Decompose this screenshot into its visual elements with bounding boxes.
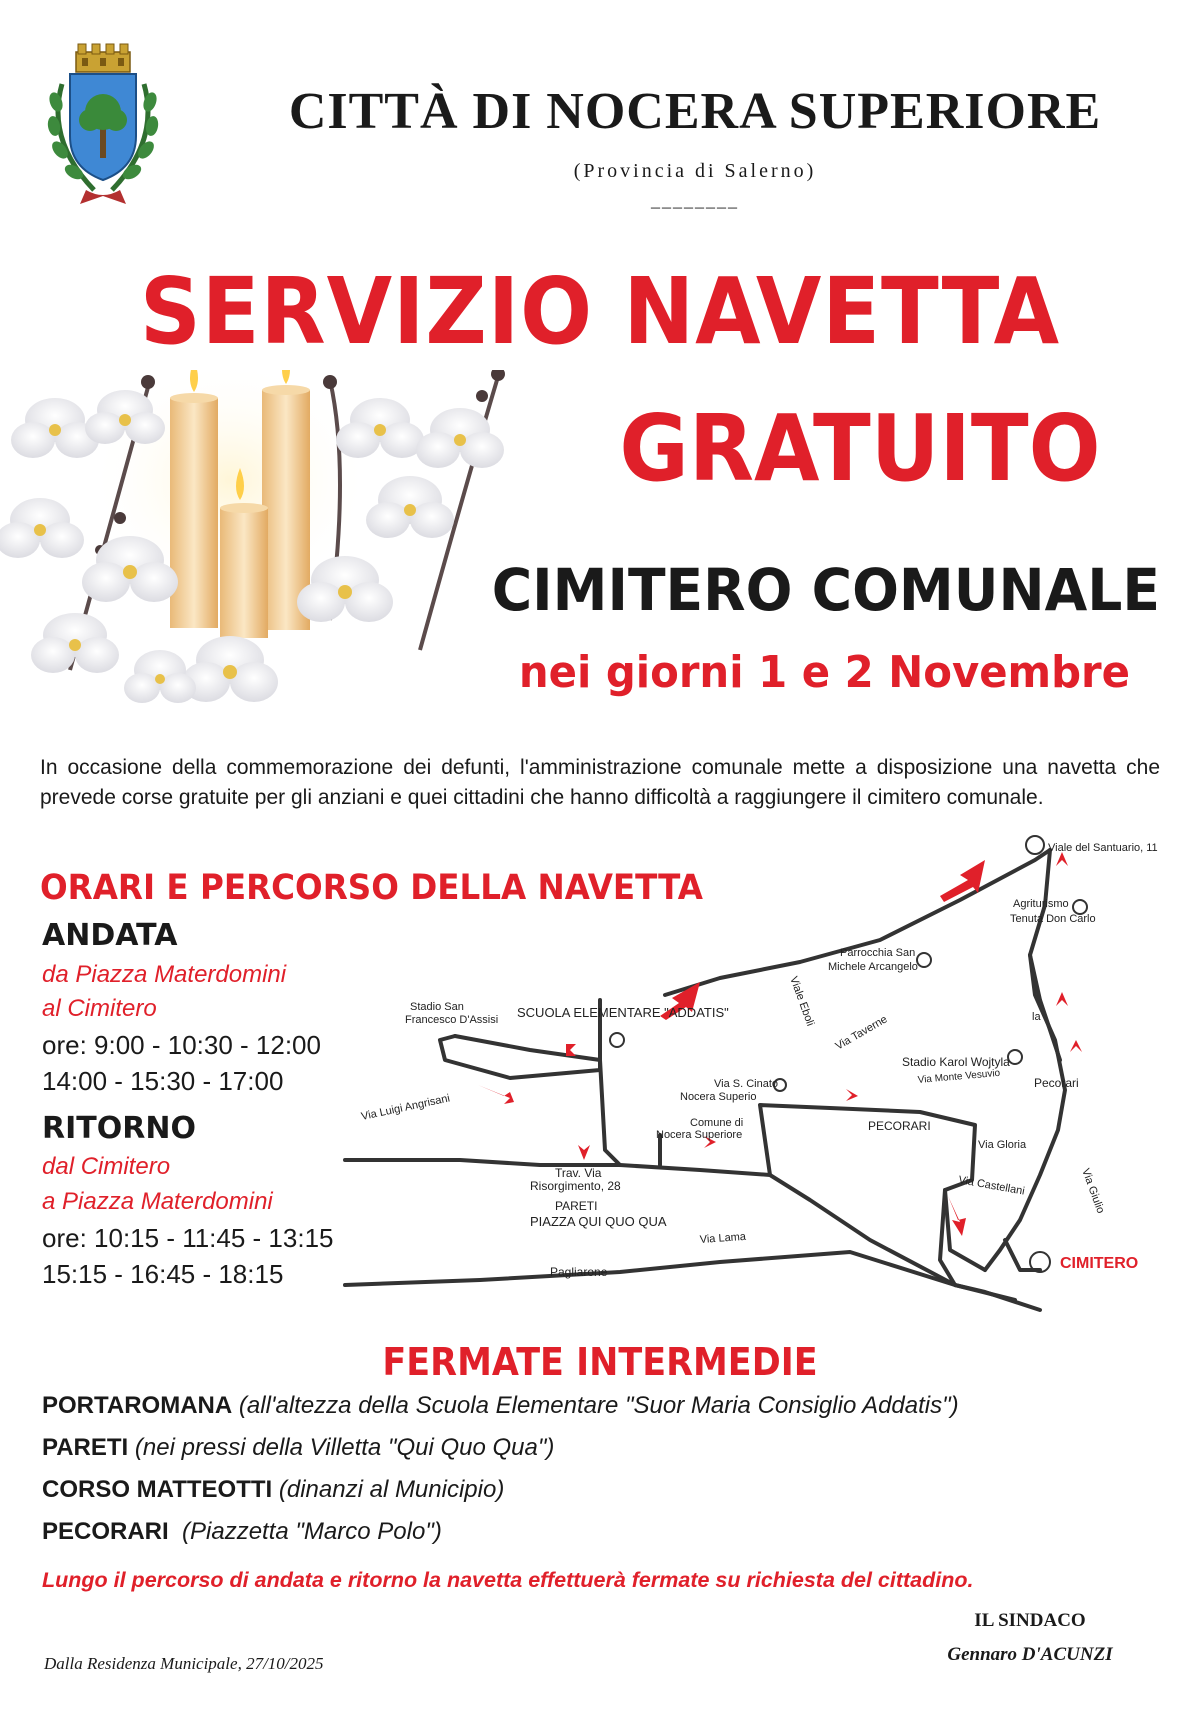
return-times-2: 15:15 - 16:45 - 18:15 — [42, 1259, 284, 1289]
stop-name: CORSO MATTEOTTI — [42, 1476, 273, 1503]
return-times-1: ore: 10:15 - 11:45 - 13:15 — [42, 1223, 334, 1253]
map-label-via-gloria: Via Gloria — [978, 1139, 1027, 1151]
title-dates: nei giorni 1 e 2 Novembre — [518, 647, 1130, 698]
map-label-agriturismo-2: Tenuta Don Carlo — [1010, 913, 1096, 925]
stops-note: Lungo il percorso di andata e ritorno la navetta effettuerà fermate su richiesta del cittadino. — [42, 1568, 974, 1592]
map-label-cimitero: CIMITERO — [1060, 1255, 1139, 1272]
outbound-to: al Cimitero — [42, 995, 157, 1022]
outbound-times-1: ore: 9:00 - 10:30 - 12:00 — [42, 1030, 321, 1060]
stop-item — [42, 1518, 442, 1546]
route-map — [340, 820, 1180, 1340]
map-label-pecorari: Pecorari — [1034, 1076, 1079, 1090]
outbound-label: ANDATA — [42, 918, 178, 953]
return-to: a Piazza Materdomini — [42, 1188, 273, 1215]
map-label-pecorari-caps: PECORARI — [868, 1119, 931, 1133]
stop-desc: (dinanzi al Municipio) — [278, 1476, 505, 1503]
map-label-agriturismo-1: Agriturismo — [1013, 898, 1069, 910]
map-label-la: la — [1032, 1011, 1041, 1023]
map-label-trav-1: Trav. Via — [555, 1166, 602, 1180]
map-label-via-cinato-2: Nocera Superio — [680, 1091, 757, 1103]
map-label-stadio-1b: Francesco D'Assisi — [405, 1014, 499, 1026]
stop-item — [42, 1476, 504, 1504]
map-label-pagliarone: Pagliarone — [550, 1265, 608, 1279]
header-divider: ________ — [651, 190, 739, 210]
stop-name: PARETI — [42, 1434, 129, 1461]
outbound-from: da Piazza Materdomini — [42, 961, 287, 988]
routes-heading: ORARI E PERCORSO DELLA NAVETTA — [40, 868, 703, 908]
map-label-comune-1: Comune di — [690, 1117, 744, 1129]
stops-heading: FERMATE INTERMEDIE — [382, 1340, 818, 1384]
map-label-via-taverne: Via Taverne — [833, 1013, 890, 1053]
map-label-comune-2: Nocera Superiore — [656, 1129, 743, 1141]
stop-item — [42, 1392, 959, 1420]
map-label-via-luigi: Via Luigi Angrisani — [360, 1092, 451, 1123]
map-label-stadio-2: Stadio Karol Wojtyla — [902, 1055, 1010, 1069]
signature-role: IL SINDACO — [974, 1610, 1086, 1631]
map-label-via-monte: Via Monte Vesuvio — [917, 1067, 1001, 1086]
title-line-1: SERVIZIO NAVETTA — [139, 258, 1061, 365]
map-label-via-giulio: Via Giulio — [1079, 1166, 1107, 1216]
map-label-viale-eboli: Viale Eboli — [787, 974, 817, 1028]
map-label-pareti-1: PARETI — [555, 1199, 598, 1213]
return-from: dal Cimitero — [42, 1153, 171, 1180]
stop-desc: (all'altezza della Scuola Elementare "Suor Maria Consiglio Addatis") — [238, 1392, 959, 1419]
map-label-trav-2: Risorgimento, 28 — [530, 1179, 621, 1193]
city-crest — [38, 40, 168, 210]
map-label-santuario: Viale del Santuario, 11 — [1048, 842, 1158, 854]
intro-paragraph: In occasione della commemorazione dei defunti, l'amministrazione comunale mette a disposizione una navetta che prevede corse gratuite per gli anziani e quei cittadini che hanno difficoltà a raggiungere il cimitero comunale. — [40, 756, 1160, 809]
map-label-pareti-2: PIAZZA QUI QUO QUA — [530, 1214, 667, 1229]
dateline: Dalla Residenza Municipale, 27/10/2025 — [44, 1654, 324, 1673]
return-label: RITORNO — [42, 1111, 196, 1146]
stop-desc: (nei pressi della Villetta "Qui Quo Qua") — [134, 1434, 555, 1461]
title-line-2: GRATUITO — [619, 395, 1101, 502]
stop-item — [42, 1434, 554, 1462]
map-label-stadio-1a: Stadio San — [410, 1001, 464, 1013]
city-name: CITTÀ DI NOCERA SUPERIORE — [288, 83, 1102, 140]
map-label-scuola: SCUOLA ELEMENTARE "ADDATIS" — [517, 1005, 729, 1020]
stop-name: PECORARI — [42, 1518, 169, 1545]
signature-name: Gennaro D'ACUNZI — [947, 1644, 1113, 1665]
stop-desc: (Piazzetta "Marco Polo") — [182, 1518, 442, 1545]
map-label-via-castellani: Via Castellani — [957, 1174, 1026, 1198]
outbound-times-2: 14:00 - 15:30 - 17:00 — [42, 1066, 284, 1096]
map-label-via-cinato-1: Via S. Cinato — [714, 1078, 779, 1090]
stop-name: PORTAROMANA — [42, 1392, 233, 1419]
title-line-3: CIMITERO COMUNALE — [491, 556, 1161, 624]
map-label-via-lama: Via Lama — [699, 1230, 747, 1246]
map-label-parrocchia-2: Michele Arcangelo — [828, 961, 918, 973]
province-name: (Provincia di Salerno) — [573, 160, 817, 182]
map-label-parrocchia-1: Parrocchia San — [840, 947, 916, 959]
